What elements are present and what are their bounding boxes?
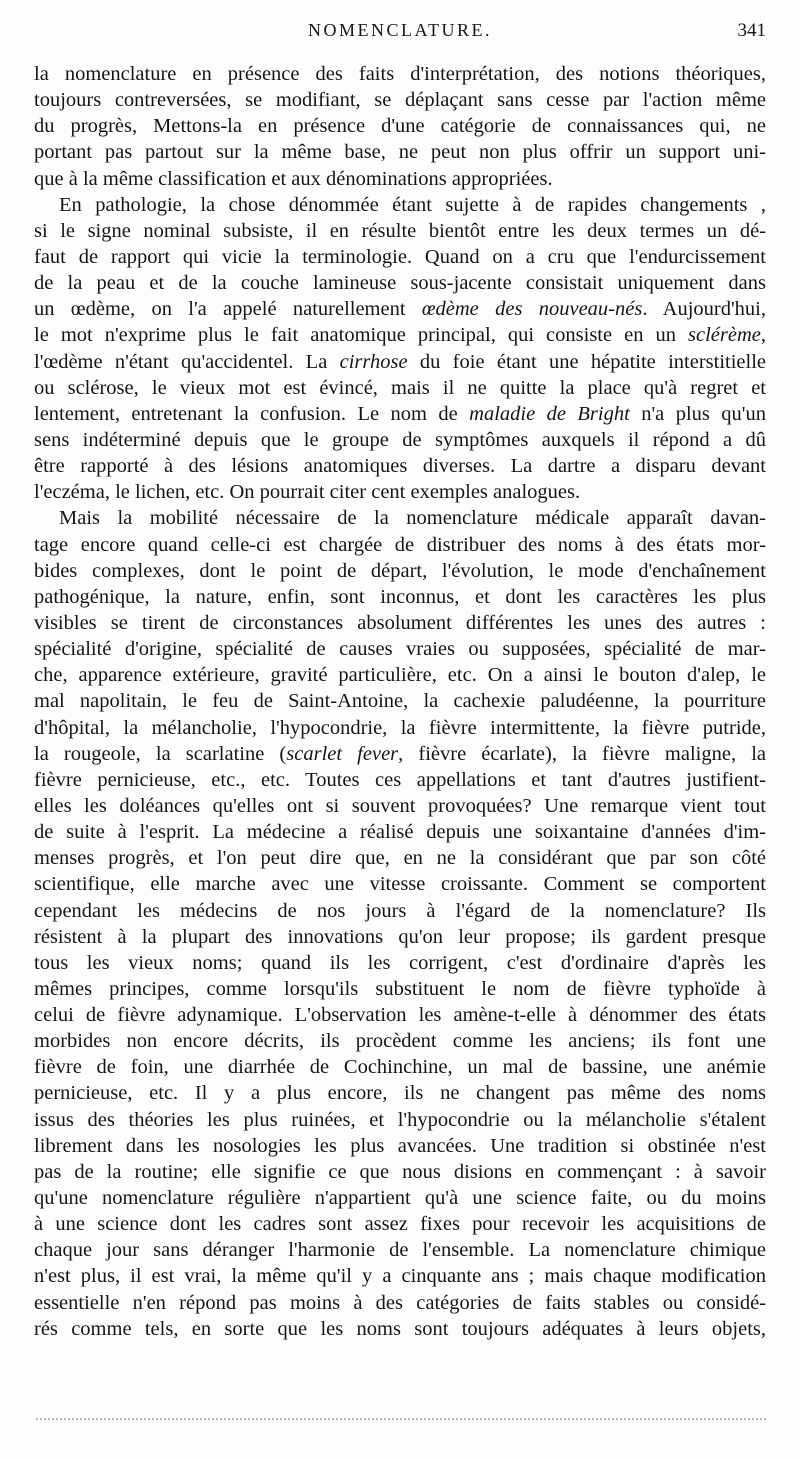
text-line: elles les doléances qu'elles ont si souvent provoquées? Une remarque vient tout — [34, 794, 766, 817]
text-line: morbides non encore décrits, ils procèdent comme les anciens; ils font une — [34, 1030, 766, 1053]
text-run: , fièvre écarlate), la fièvre maligne, la — [398, 742, 766, 765]
text-line: rés comme tels, en sorte que les noms sont toujours adéquates à leurs objets, — [34, 1317, 766, 1340]
text-line: tage encore quand celle-ci est chargée de distribuer des noms à des états mor- — [34, 533, 766, 556]
text-line: pas de la routine; elle signifie ce que nous disions en commençant : à savoir — [34, 1160, 766, 1183]
text-line: Mais la mobilité nécessaire de la nomenclature médicale apparaît davan- — [59, 507, 766, 530]
text-line: résistent à la plupart des innovations qu'on leur propose; ils gardent presque — [34, 925, 766, 948]
italic-term: maladie de Bright — [469, 402, 630, 425]
text-line — [34, 296, 766, 322]
text-line: la nomenclature en présence des faits d'interprétation, des notions théoriques, — [34, 63, 766, 85]
text-line: être rapporté à des lésions anatomiques diverses. La dartre a disparu devant — [34, 455, 766, 478]
text-line: sens indéterminé depuis que le groupe de symptômes auxquels il répond a dû — [34, 428, 766, 451]
italic-term: œdème des nouveau-nés — [421, 298, 643, 321]
text-line: issus des théories les plus ruinées, et l'hypocondrie ou la mélancholie s'étalent — [34, 1108, 766, 1131]
text-line: spécialité d'origine, spécialité de causes vraies ou supposées, spécialité de mar- — [34, 638, 766, 661]
text-run: lentement, entretenant la confusion. Le nom de — [34, 402, 470, 425]
text-line: librement dans les nosologies les plus avancées. Une tradition si obstinée n'est — [34, 1134, 766, 1157]
text-line: toujours contreversées, se modifiant, se déplaçant sans cesse par l'action même — [34, 89, 766, 112]
text-line — [34, 322, 766, 348]
footer-dotted-rule — [36, 1418, 766, 1420]
text-line: bides complexes, dont le point de départ, l'évolution, le mode d'enchaînement — [34, 559, 766, 582]
running-head — [34, 20, 766, 46]
text-line: fièvre pernicieuse, etc., etc. Toutes ces appellations et tant d'autres justifient- — [34, 768, 766, 791]
text-run: l'œdème n'étant qu'accidentel. La — [34, 350, 340, 373]
text-line: du progrès, Mettons-la en présence d'une catégorie de connaissances qui, ne — [34, 115, 766, 138]
text-line: che, apparence extérieure, gravité particulière, etc. On a ainsi le bouton d'alep, le — [34, 664, 766, 687]
text-line: celui de fièvre adynamique. L'observation les amène-t-elle à dénommer des états — [34, 1004, 766, 1027]
text-line: cependant les médecins de nos jours à l'égard de la nomenclature? Ils — [34, 899, 766, 922]
running-title: NOMENCLATURE. — [308, 20, 492, 40]
text-line: d'hôpital, la mélancholie, l'hypocondrie, la fièvre intermittente, la fièvre putride, — [34, 716, 766, 739]
text-run: la rougeole, la scarlatine ( — [34, 742, 287, 765]
text-run: le mot n'exprime plus le fait anatomique principal, qui consiste en un — [34, 324, 689, 347]
text-line: tous les vieux noms; quand ils les corrigent, c'est d'ordinaire d'après les — [34, 951, 766, 974]
text-line: faut de rapport qui vicie la terminologie. Quand on a cru que l'endurcissement — [34, 245, 766, 268]
text-run: n'a plus qu'un — [629, 402, 766, 425]
text-line: essentielle n'en répond pas moins à des catégories de faits stables ou considé- — [34, 1291, 766, 1314]
text-line: l'eczéma, le lichen, etc. On pourrait citer cent exemples analogues. — [34, 481, 581, 504]
text-line: menses progrès, et l'on peut dire que, en ne la considérant que par son côté — [34, 847, 766, 870]
text-line — [34, 741, 766, 767]
text-line: portant pas partout sur la même base, ne peut non plus offrir un support uni- — [34, 141, 766, 164]
text-line: chaque jour sans déranger l'harmonie de l'ensemble. La nomenclature chimique — [34, 1239, 766, 1262]
text-line: n'est plus, il est vrai, la même qu'il y a cinquante ans ; mais chaque modification — [34, 1265, 766, 1288]
text-line: visibles se tirent de circonstances absolument différentes les unes des autres : — [34, 611, 766, 634]
body-text — [34, 61, 766, 1342]
text-line: à une science dont les cadres sont assez fixes pour recevoir les acquisitions de — [34, 1213, 766, 1236]
text-run: du foie étant une hépatite interstitielle — [407, 350, 767, 373]
text-line: pernicieuse, etc. Il y a plus encore, ils ne changent pas même des noms — [34, 1082, 766, 1105]
text-line: que à la même classification et aux dénominations appropriées. — [34, 167, 553, 190]
text-line: si le signe nominal subsiste, il en résulte bientôt entre les deux termes un dé- — [34, 219, 766, 242]
text-line: scientifique, elle marche avec une vitesse croissante. Comment se comportent — [34, 873, 766, 896]
page-number: 341 — [737, 20, 766, 41]
text-line: ou sclérose, le vieux mot est évincé, mais il ne quitte la place qu'à regret et — [34, 376, 766, 399]
text-line: fièvre de foin, une diarrhée de Cochinchine, un mal de bassine, une anémie — [34, 1056, 766, 1079]
text-line — [34, 401, 766, 427]
text-line — [34, 349, 766, 375]
text-line: de suite à l'esprit. La médecine a réalisé depuis une soixantaine d'années d'im- — [34, 821, 766, 844]
text-run: . Aujourd'hui, — [642, 298, 766, 321]
text-run: , — [760, 324, 766, 347]
text-line: de la peau et de la couche lamineuse sous-jacente consistait uniquement dans — [34, 272, 766, 295]
text-line: pathogénique, la nature, enfin, sont inconnus, et dont les caractères les plus — [34, 585, 766, 608]
text-line: En pathologie, la chose dénommée étant sujette à de rapides changements , — [59, 193, 766, 216]
text-line: mal napolitain, le feu de Saint-Antoine, la cachexie paludéenne, la pourriture — [34, 690, 766, 713]
text-line: mêmes principes, comme lorsqu'ils substituent le nom de fièvre typhoïde à — [34, 977, 766, 1000]
italic-term: sclérème — [688, 324, 761, 347]
italic-term: scarlet fever — [286, 742, 399, 765]
text-run: un œdème, on l'a appelé naturellement — [34, 298, 422, 321]
text-line: qu'une nomenclature régulière n'appartient qu'à une science faite, ou du moins — [34, 1187, 766, 1210]
italic-term: cirrhose — [339, 350, 408, 373]
